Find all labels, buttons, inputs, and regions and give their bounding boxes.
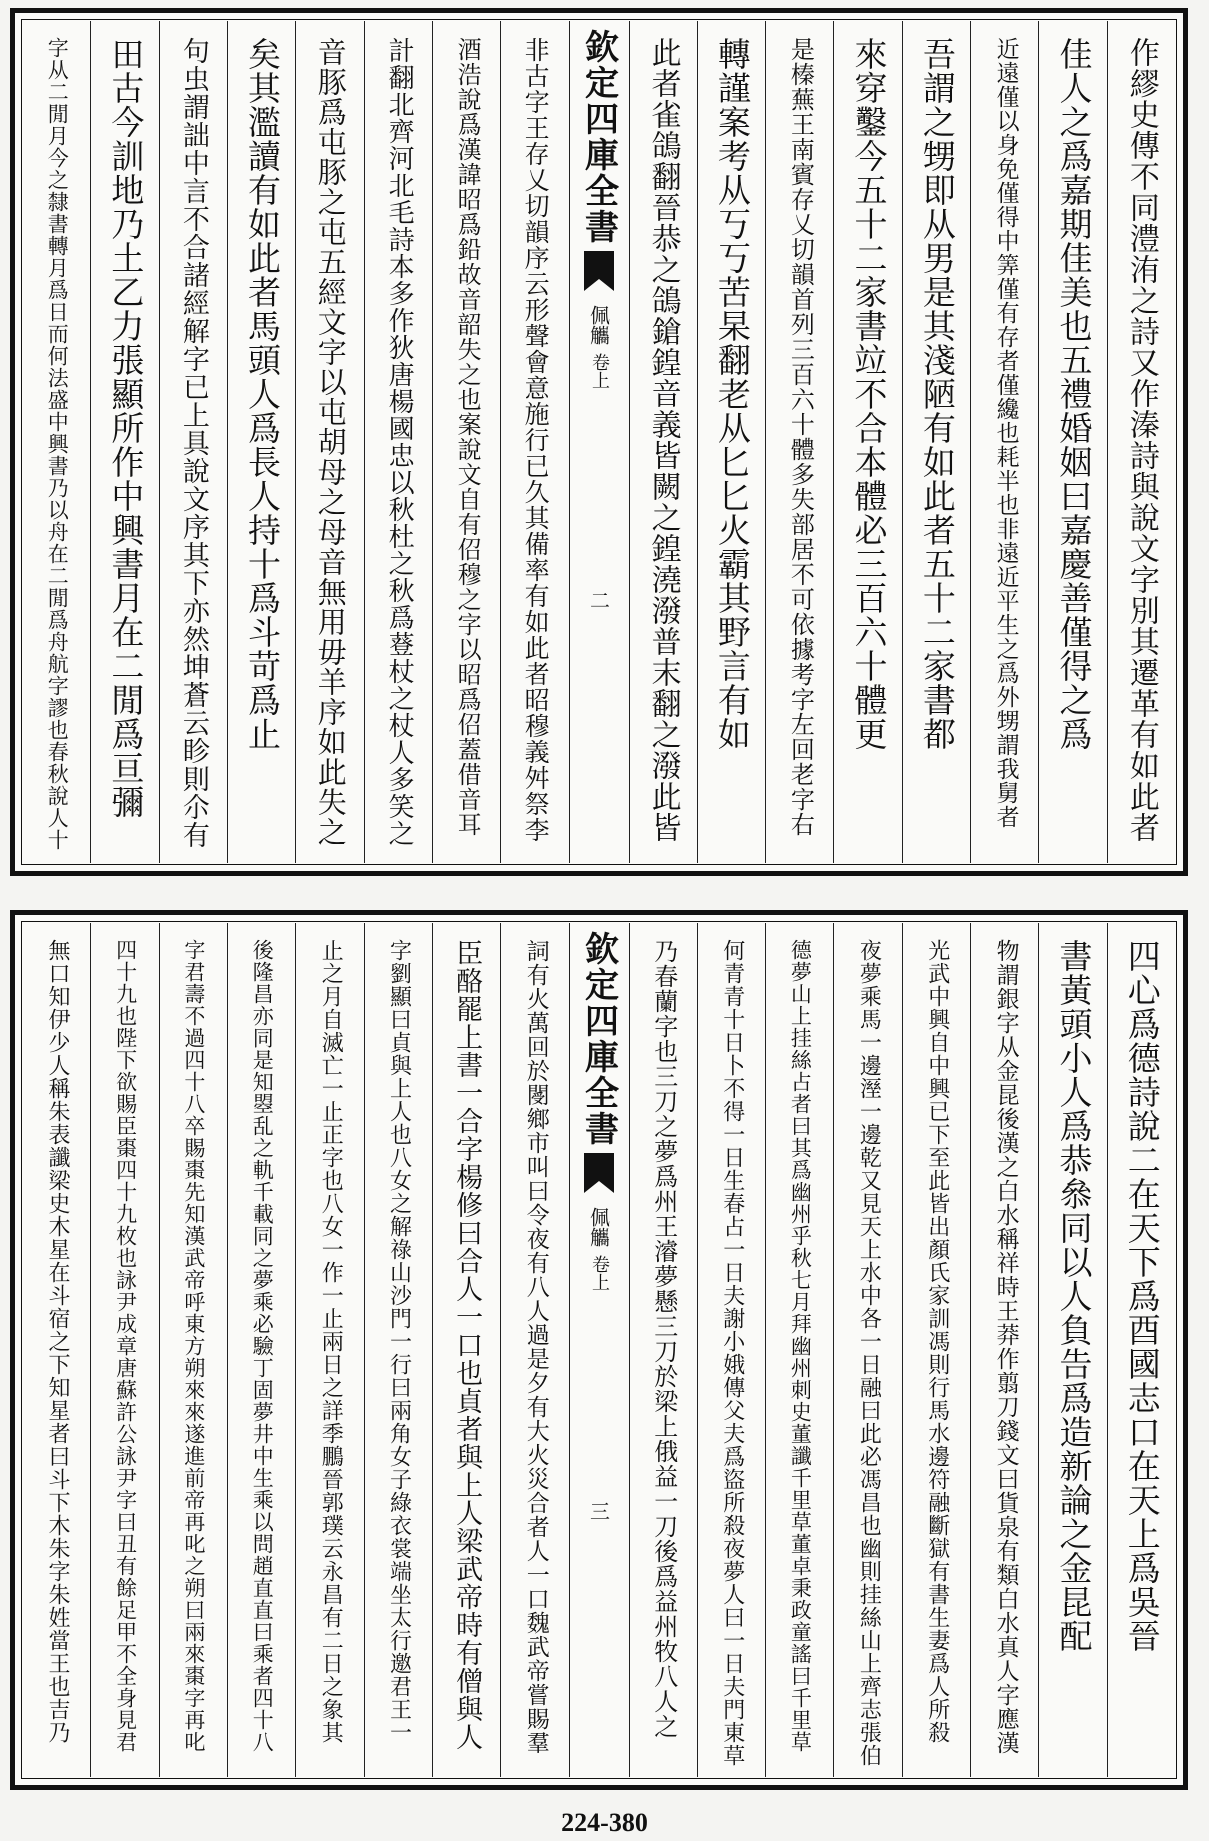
column-text: 酒浩說爲漢諱昭爲鉛故音韶失之也案說文自有佋穆之字以昭爲佋蓋借音耳 — [453, 37, 482, 837]
text-column — [90, 21, 158, 863]
text-column — [1038, 923, 1106, 1777]
text-column — [833, 21, 901, 863]
spine-volume: 卷上 — [589, 1255, 610, 1291]
column-text: 非古字王存乂切韻序云形聲會意施行已久其備率有如此者昭穆義舛祭李 — [521, 37, 551, 843]
column-text: 近遠僅以身免僅得中筭僅有存者僅纔也耗半也非遠近平生之爲外甥謂我舅者 — [992, 37, 1019, 829]
column-text: 字君壽不過四十八卒賜棗先知漢武帝呼東方朔來來遂進前帝再叱之朔曰兩來棗字再叱 — [181, 939, 206, 1753]
column-text: 四心爲德詩說二在天下爲酉國志口在天上爲吳晉 — [1122, 939, 1162, 1653]
text-column — [697, 923, 765, 1777]
column-text: 詞有火萬回於閿鄉市叫曰令夜有八人過是夕有大火災合者人一口魏武帝嘗賜羣 — [522, 939, 549, 1755]
column-text: 音豚爲屯豚之屯五經文字以屯胡母之母音無用毋羊序如此失之 — [313, 37, 348, 847]
text-column — [629, 21, 697, 863]
column-text: 字劉顯曰貞與上人也八女之解祿山沙門一行曰兩角女子綠衣裳端坐太行邀君王一 — [386, 939, 412, 1744]
text-column — [295, 21, 363, 863]
top-text-columns — [23, 21, 1175, 863]
text-column — [765, 21, 833, 863]
text-column — [432, 21, 500, 863]
column-text: 此者雀鴿翻晉恭之鴿鎗鍠音義皆闕之鍠澆潑普末翻之潑此皆 — [645, 37, 681, 843]
column-text: 轉謹案考从丂丂苦杲翻老从匕匕火霸其野言有如 — [712, 37, 752, 751]
page-number: 224-380 — [561, 1808, 648, 1837]
top-page-frame — [10, 8, 1188, 876]
text-column — [159, 923, 227, 1777]
column-text: 是榛蕪王南賓存乂切韻首列三百六十體多失部居不可依據考字左回老字右 — [786, 37, 815, 837]
spine-title: 欽定四庫全書 — [578, 931, 619, 1147]
fishtail-mark-icon — [584, 1153, 614, 1193]
column-text: 何青青十日卜不得一日生春占一日夫謝小娥傳父夫爲盜所殺夜夢人曰一日夫門東草 — [719, 939, 745, 1767]
column-text: 句虫謂詘中言不合諸經解字已上具說文序其下亦然坤蒼云眕則尒有 — [177, 37, 209, 849]
column-text: 臣酪罷上書一合字楊修曰合人一口也貞者與上人梁武帝時有僧與人 — [451, 939, 483, 1751]
column-text: 德夢山上挂絲占者曰其爲幽州乎秋七月拜幽州刺史董讖千里草董卓秉政童謠曰千里草 — [788, 939, 813, 1753]
text-column — [833, 923, 901, 1777]
column-text: 矣其濫讀有如此者馬頭人爲長人持十爲斗苛爲止 — [243, 37, 283, 751]
text-column — [364, 923, 432, 1777]
fold-spine — [569, 21, 629, 863]
text-column — [902, 21, 970, 863]
column-text: 吾謂之甥即从男是其淺陋有如此者五十二家書都 — [917, 37, 957, 751]
text-column — [1107, 923, 1175, 1777]
text-column — [697, 21, 765, 863]
text-column — [227, 923, 295, 1777]
column-text: 光武中興自中興已下至此皆出顏氏家訓馮則行馬水邊符融斷獄有書生妻爲人所殺 — [924, 939, 950, 1744]
fold-spine — [569, 923, 629, 1777]
column-text: 夜夢乘馬一邊溼一邊乾又見天上水中各一日融曰此必馮昌也幽則挂絲山上齊志張伯 — [856, 939, 882, 1767]
column-text: 佳人之爲嘉期佳美也五禮婚姻曰嘉慶善僅得之爲 — [1054, 37, 1094, 751]
text-column — [902, 923, 970, 1777]
text-column — [227, 21, 295, 863]
column-text: 來穿鑿今五十二家書竝不合本體必三百六十體更 — [849, 37, 889, 751]
text-column — [970, 923, 1038, 1777]
text-column — [23, 21, 90, 863]
bottom-page-frame — [10, 910, 1188, 1790]
column-text: 書黃頭小人爲恭叅同以人負告爲造新論之金昆配 — [1054, 939, 1094, 1653]
spine-book-title: 佩觿 — [586, 1207, 611, 1247]
spine-leaf-number: 二 — [586, 590, 611, 611]
text-column — [364, 21, 432, 863]
text-column — [23, 923, 90, 1777]
column-text: 四十九也陛下欲賜臣棗四十九枚也詠尹成章唐蘇許公詠尹字曰丑有餘足甲不全身見君 — [113, 939, 138, 1753]
text-column — [500, 21, 568, 863]
column-text: 物謂銀字从金昆後漢之白水稱祥時王莽作翦刀錢文曰貨泉有類白水真人字應漢 — [992, 939, 1019, 1755]
bottom-text-columns — [23, 923, 1175, 1777]
fishtail-mark-icon — [584, 251, 614, 291]
text-column — [970, 21, 1038, 863]
column-text: 乃春蘭字也三刀之夢爲州王濬夢懸三刀於梁上俄益一刀後爲益州牧八人之 — [649, 939, 678, 1739]
text-column — [500, 923, 568, 1777]
text-column — [295, 923, 363, 1777]
text-column — [629, 923, 697, 1777]
column-text: 計翻北齊河北毛詩本多作狄唐楊國忠以秋杜之秋爲䔲杖之杖人多笑之 — [384, 37, 415, 847]
spine-title: 欽定四庫全書 — [578, 29, 619, 245]
column-text: 作繆史傳不同澧洧之詩又作溱詩與說文字別其遷革有如此者 — [1123, 37, 1159, 843]
column-text: 字从二閒月今之隸書轉月爲日而何法盛中興書乃以舟在二閒爲舟航字謬也春秋說人十 — [45, 37, 70, 851]
text-column — [159, 21, 227, 863]
text-column — [1107, 21, 1175, 863]
column-text: 無口知伊少人稱朱表讖梁史木星在斗宿之下知星者曰斗下木朱字朱姓當王也吉乃 — [44, 939, 70, 1744]
spine-book-title: 佩觿 — [586, 305, 611, 345]
text-column — [90, 923, 158, 1777]
text-column — [432, 923, 500, 1777]
text-column — [1038, 21, 1106, 863]
column-text: 止之月自滅亡一止正字也八女一作一止兩日之詳季鵬晉郭璞云永昌有二日之象其 — [318, 939, 344, 1744]
column-text: 田古今訓地乃土乙力張顯所作中興書月在二閒爲亘彌 — [106, 37, 146, 819]
text-column — [765, 923, 833, 1777]
column-text: 後隆昌亦同是知曌乱之軌千載同之夢乘必驗丁固夢井中生乘以問趙直直曰乘者四十八 — [250, 939, 275, 1753]
spine-leaf-number: 三 — [586, 1500, 611, 1521]
spine-volume: 卷上 — [589, 353, 610, 389]
